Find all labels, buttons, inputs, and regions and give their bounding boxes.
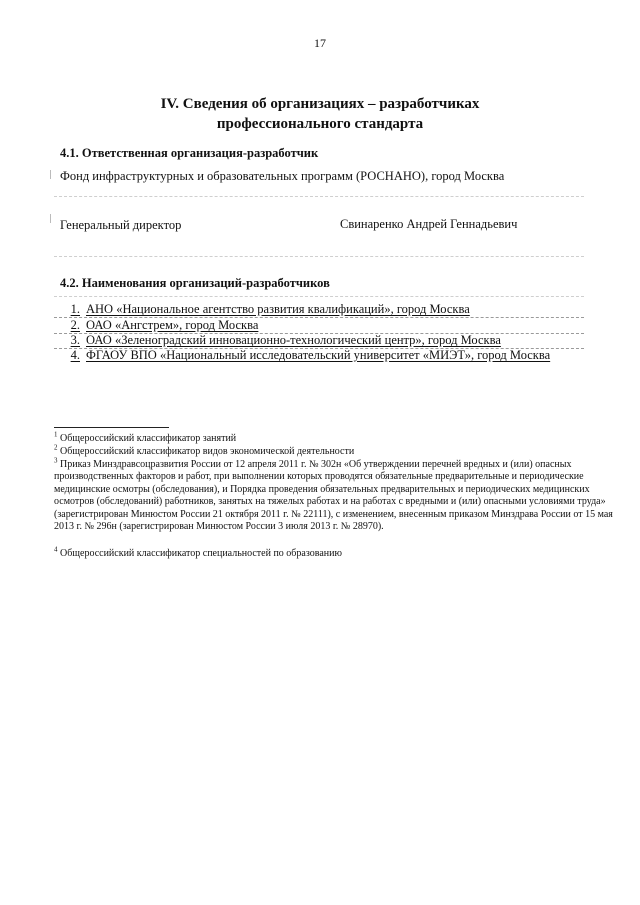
scan-mark	[50, 170, 54, 179]
footnote-separator	[54, 427, 169, 428]
subsection-1-heading: 4.1. Ответственная организация-разработчик	[60, 146, 319, 160]
footnote-mark: 3	[54, 456, 58, 465]
faint-rule	[54, 196, 584, 197]
footnote-1	[54, 430, 616, 445]
item-text: ФГАОУ ВПО «Национальный исследовательский университет «МИЭТ», город Москва	[86, 348, 551, 362]
page-number: 17	[314, 36, 326, 50]
subsection-2-heading: 4.2. Наименования организаций-разработчиков	[60, 276, 330, 290]
item-number: 3.	[70, 333, 80, 347]
signatory-position: Генеральный директор	[60, 218, 182, 232]
footnote-mark: 4	[54, 545, 58, 554]
footnote-text: Общероссийский классификатор специальностей по образованию	[60, 548, 342, 559]
item-number: 1.	[70, 302, 80, 316]
developer-org-item	[54, 348, 584, 363]
faint-rule	[54, 296, 584, 297]
footnote-text: Приказ Минздравсоцразвития России от 12 апреля 2011 г. № 302н «Об утверждении перечней вредных и (или) опасных производственных факторов и работ, при выполнении которых проводятся обязательные предварительные и периодические медицинские осмотры (обследования), и Порядка проведения обязательных предварительных и периодических медицинских осмотров (обследований) работников, занятых на тяжелых работах и на работах с вредными и (или) опасными условиями труда» (зарегистрирован Минюстом России 21 октября 2011 г. № 22111), с изменением, внесенным приказом Минздрава России от 15 мая 2013 г. № 296н (зарегистрирован Минюстом России 3 июля 2013 г. № 28970).	[54, 459, 613, 533]
item-number: 2.	[70, 318, 80, 332]
signatory-name: Свинаренко Андрей Геннадьевич	[340, 217, 518, 231]
footnote-3	[54, 456, 616, 533]
section-title-line2: профессионального стандарта	[216, 116, 424, 132]
footnote-2	[54, 443, 616, 458]
footnote-4	[54, 545, 616, 560]
footnote-mark: 2	[54, 443, 58, 452]
footnote-text: Общероссийский классификатор видов экономической деятельности	[60, 446, 355, 457]
developer-org-item	[54, 318, 584, 334]
item-text: ОАО «Ангстрем», город Москва	[86, 318, 259, 332]
section-title-line1: IV. Сведения об организациях – разработчиках	[160, 96, 480, 112]
developer-org-item	[54, 302, 584, 318]
responsible-organization: Фонд инфраструктурных и образовательных программ (РОСНАНО), город Москва	[60, 169, 505, 183]
item-number: 4.	[70, 348, 80, 362]
developer-org-item	[54, 333, 584, 349]
footnote-mark: 1	[54, 430, 58, 439]
footnote-text: Общероссийский классификатор занятий	[60, 433, 237, 444]
faint-rule	[54, 256, 584, 257]
item-text: АНО «Национальное агентство развития квалификаций», город Москва	[86, 302, 470, 316]
item-text: ОАО «Зеленоградский инновационно-технологический центр», город Москва	[86, 333, 501, 347]
scan-mark	[50, 214, 54, 223]
section-title	[0, 94, 640, 134]
